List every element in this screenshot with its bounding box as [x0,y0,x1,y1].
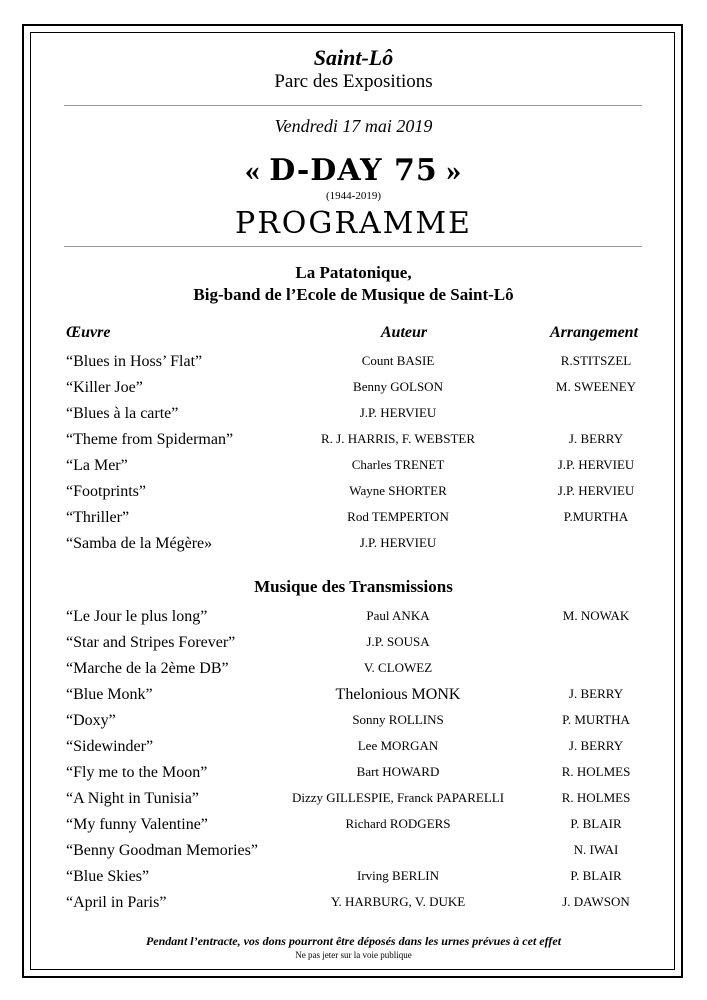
work-title: “Blues à la carte” [66,405,179,422]
work-author: J.P. SOUSA [366,634,430,649]
work-title: “Blue Skies” [66,868,150,885]
event-name: D-DAY 75 [269,153,438,188]
work-arranger: J.P. HERVIEU [557,457,635,472]
footer-notice: Pendant l’entracte, vos dons pourront être déposés dans les urnes prévues à cet effet [145,934,562,948]
work-arranger: J. DAWSON [562,894,630,909]
section1-title [0,262,707,306]
section2-title: Musique des Transmissions [254,577,453,596]
work-author: Rod TEMPERTON [347,509,449,524]
table-row [0,738,707,762]
work-author: Count BASIE [361,353,435,368]
work-arranger: R. HOLMES [561,790,631,805]
work-author: J.P. HERVIEU [359,405,437,420]
work-arranger: P. MURTHA [562,712,630,727]
table-row [0,868,707,892]
work-author: Benny GOLSON [353,379,443,394]
work-author: Sonny ROLLINS [352,712,444,727]
table-row [0,483,707,507]
work-author: R. J. HARRIS, F. WEBSTER [320,431,476,446]
work-title: “Benny Goodman Memories” [66,842,258,859]
work-author: Richard RODGERS [345,816,451,831]
divider-middle [64,246,642,247]
column-header-author: Auteur [380,324,428,341]
work-title: “My funny Valentine” [66,816,208,833]
event-date: Vendredi 17 mai 2019 [274,116,433,136]
section1-title-line1: La Patatonique, [295,263,412,282]
work-author: Dizzy GILLESPIE, Franck PAPARELLI [291,790,505,805]
work-title: “Blues in Hoss’ Flat” [66,353,203,370]
work-arranger: J. BERRY [568,738,624,753]
work-author: Thelonious MONK [335,686,461,703]
work-arranger: R.STITSZEL [560,353,632,368]
event-quote-close: » [437,154,463,187]
venue-title: Parc des Expositions [274,71,433,92]
section1-title-line2: Big-band de l’Ecole de Musique de Saint-Lô [193,285,514,304]
work-author: Paul ANKA [366,608,430,623]
table-row [0,509,707,533]
work-arranger: P. BLAIR [570,816,622,831]
work-arranger: N. IWAI [573,842,619,857]
table-row [0,712,707,736]
table-row [0,634,707,658]
table-row [0,816,707,840]
work-title: “Marche de la 2ème DB” [66,660,229,677]
work-arranger: P.MURTHA [563,509,629,524]
work-title: “Doxy” [66,712,116,729]
table-row [0,457,707,481]
work-title: “Killer Joe” [66,379,143,396]
work-arranger: J. BERRY [568,686,624,701]
work-title: “Sidewinder” [66,738,154,755]
work-title: “Samba de la Mégère» [66,535,213,552]
work-author: Y. HARBURG, V. DUKE [330,894,466,909]
work-title: “Thriller” [66,509,130,526]
table-row [0,608,707,632]
work-title: “A Night in Tunisia” [66,790,199,807]
work-author: J.P. HERVIEU [359,535,437,550]
table-row [0,431,707,455]
event-quote-open: « [244,154,270,187]
event-title [0,153,707,188]
work-title: “Blue Monk” [66,686,153,703]
table-row [0,379,707,403]
column-header-arrangement: Arrangement [549,324,639,341]
programme-heading: PROGRAMME [235,206,472,241]
table-row [0,535,707,559]
work-author: Charles TRENET [351,457,445,472]
work-author: Bart HOWARD [356,764,440,779]
work-arranger: M. SWEENEY [555,379,637,394]
event-years: (1944-2019) [326,190,381,202]
table-row [0,842,707,866]
work-arranger: J.P. HERVIEU [557,483,635,498]
table-row [0,790,707,814]
table-row [0,686,707,710]
work-arranger: M. NOWAK [562,608,630,623]
table-row [0,353,707,377]
work-author: Lee MORGAN [357,738,439,753]
table-row [0,764,707,788]
work-arranger: J. BERRY [568,431,624,446]
table-row [0,405,707,429]
work-title: “April in Paris” [66,894,167,911]
work-title: “Star and Stripes Forever” [66,634,236,651]
work-title: “Theme from Spiderman” [66,431,234,448]
work-author: V. CLOWEZ [363,660,433,675]
table-row [0,660,707,684]
work-title: “La Mer” [66,457,128,474]
divider-top [64,105,642,106]
work-title: “Le Jour le plus long” [66,608,208,625]
work-author: Wayne SHORTER [349,483,447,498]
work-author: Irving BERLIN [357,868,439,883]
work-arranger: P. BLAIR [570,868,622,883]
footer-litter-notice: Ne pas jeter sur la voie publique [295,950,412,960]
work-title: “Fly me to the Moon” [66,764,208,781]
column-header-work: Œuvre [66,324,111,341]
table-row [0,894,707,918]
city-title: Saint-Lô [313,45,394,70]
work-title: “Footprints” [66,483,146,500]
work-arranger: R. HOLMES [561,764,631,779]
